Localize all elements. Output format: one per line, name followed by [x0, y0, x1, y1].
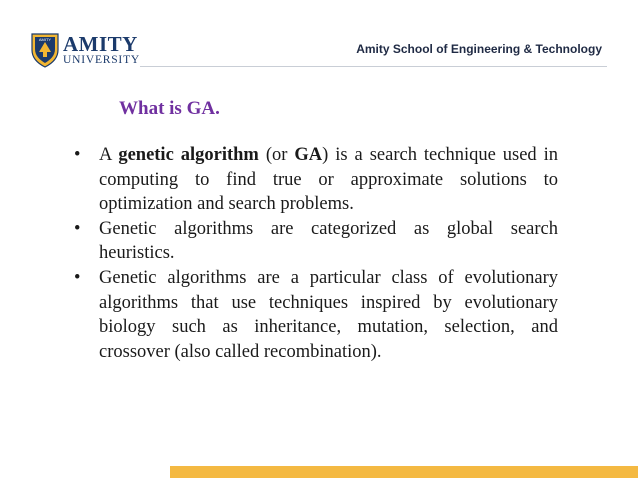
bullet-item	[74, 217, 558, 266]
bullet-text: (or	[258, 145, 295, 165]
slide-title: What is GA.	[119, 98, 220, 119]
bullet-text: Genetic algorithms are categorized as global search heuristics.	[99, 218, 558, 264]
bullet-text: Genetic algorithms are a particular class of evolutionary algorithms that use techniques inspired by evolutionary biology such as inheritance, mutation, selection, and crossover (also called recombination).	[99, 267, 558, 362]
bullet-dot-icon: •	[74, 145, 81, 165]
school-name: Amity School of Engineering & Technology	[356, 42, 602, 56]
bullet-item	[74, 143, 558, 217]
bullet-bold-text: genetic algorithm	[118, 145, 259, 165]
logo-badge-text: AMITY	[38, 37, 52, 42]
bullet-text: ) is a search technique used in computing to find true or approximate solutions to optimization and search problems.	[99, 145, 559, 215]
shield-crest-icon	[30, 32, 60, 68]
logo-wordmark: AMITY	[63, 32, 138, 56]
logo-subtitle: UNIVERSITY	[63, 54, 140, 66]
header-divider	[140, 66, 607, 67]
bullet-bold-text: GA	[294, 145, 323, 165]
bullet-list	[74, 143, 558, 364]
amity-logo	[30, 32, 142, 70]
bullet-item	[74, 266, 558, 364]
bullet-dot-icon: •	[74, 218, 81, 239]
bullet-dot-icon: •	[74, 267, 81, 288]
footer-accent-bar	[170, 466, 638, 478]
bullet-text: A	[99, 145, 119, 165]
